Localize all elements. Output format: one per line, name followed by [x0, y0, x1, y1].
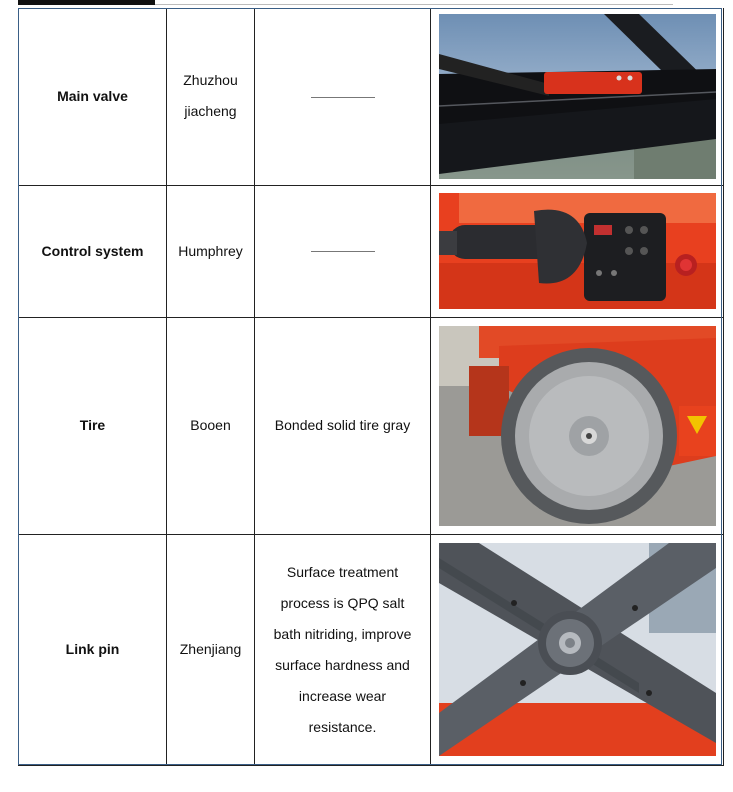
brand-name: Zhenjiang	[167, 534, 255, 765]
photo-cell	[431, 317, 724, 534]
part-name: Link pin	[19, 534, 167, 765]
part-name: Control system	[19, 185, 167, 317]
solid-tire-photo	[439, 326, 716, 526]
joystick-control-photo	[439, 193, 716, 309]
header-rule	[155, 4, 673, 5]
parts-spec-table	[18, 8, 724, 766]
part-name: Main valve	[19, 8, 167, 185]
brand-name: Booen	[167, 317, 255, 534]
part-name: Tire	[19, 317, 167, 534]
note-text: Surface treatment process is QPQ salt bath nitriding, improve surface hardness and increase wear resistance.	[255, 534, 431, 765]
table-row	[19, 8, 724, 185]
empty-dash	[311, 251, 375, 252]
table-row	[19, 185, 724, 317]
scissor-link-pin-photo	[439, 543, 716, 756]
note-text: Bonded solid tire gray	[255, 317, 431, 534]
main-valve-photo	[439, 14, 716, 179]
header-bar	[18, 0, 155, 5]
brand-name: Humphrey	[167, 185, 255, 317]
remark-cell	[255, 8, 431, 185]
photo-cell	[431, 8, 724, 185]
brand-name: Zhuzhou jiacheng	[167, 8, 255, 185]
photo-cell	[431, 185, 724, 317]
table-row	[19, 534, 724, 765]
empty-dash	[311, 97, 375, 98]
table-row	[19, 317, 724, 534]
photo-cell	[431, 534, 724, 765]
remark-cell	[255, 185, 431, 317]
